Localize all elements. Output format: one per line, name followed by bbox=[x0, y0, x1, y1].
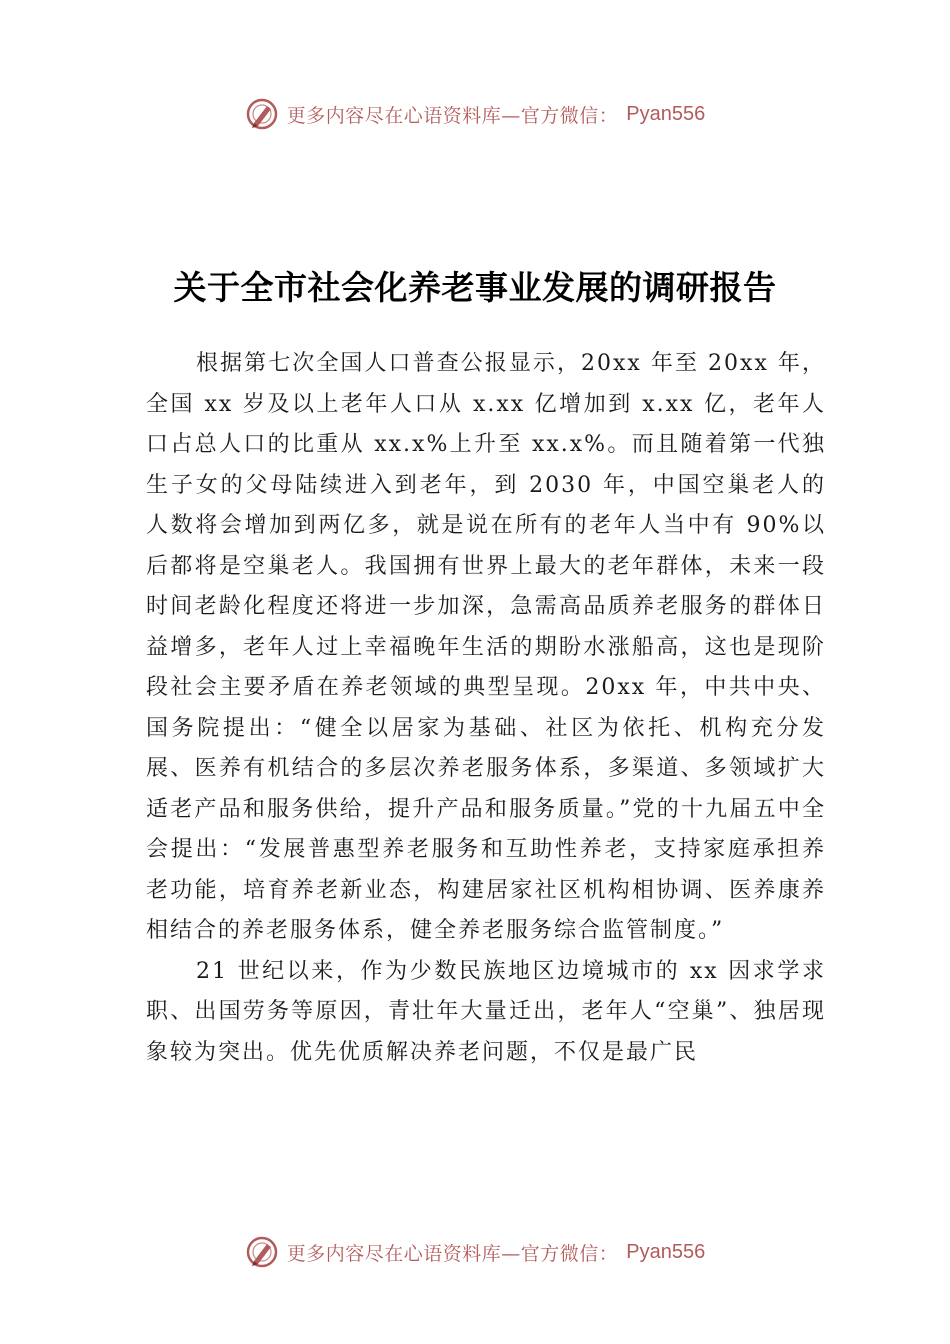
pen-seal-icon bbox=[245, 1235, 279, 1269]
pen-seal-icon bbox=[245, 97, 279, 131]
header-banner bbox=[0, 94, 950, 134]
wechat-id: Pyan556 bbox=[626, 102, 706, 125]
wechat-id: Pyan556 bbox=[626, 1240, 706, 1263]
document-body bbox=[146, 344, 826, 1073]
paragraph-1: 根据第七次全国人口普查公报显示，20xx 年至 20xx 年，全国 xx 岁及以上老年人口从 x.xx 亿增加到 x.xx 亿，老年人口占总人口的比重从 xx.x%上升至 xx.x%。而且随着第一代独生子女的父母陆续进入到老年，到 2030 年，中国空巢老人的人数将会增加到两亿多，就是说在所有的老年人当中有 90%以后都将是空巢老人。我国拥有世界上最大的老年群体，未来一段时间老龄化程度还将进一步加深，急需高品质养老服务的群体日益增多，老年人过上幸福晚年生活的期盼水涨船高，这也是现阶段社会主要矛盾在养老领域的典型呈现。20xx 年，中共中央、国务院提出：“健全以居家为基础、社区为依托、机构充分发展、医养有机结合的多层次养老服务体系，多渠道、多领域扩大适老产品和服务供给，提升产品和服务质量。”党的十九届五中全会提出：“发展普惠型养老服务和互助性养老，支持家庭承担养老功能，培育养老新业态，构建居家社区机构相协调、医养康养相结合的养老服务体系，健全养老服务综合监管制度。” bbox=[146, 351, 826, 943]
paragraph-2: 21 世纪以来，作为少数民族地区边境城市的 xx 因求学求职、出国劳务等原因，青壮年大量迁出，老年人“空巢”、独居现象较为突出。优先优质解决养老问题，不仅是最广民 bbox=[146, 958, 826, 1065]
banner-text: 更多内容尽在心语资料库—官方微信： bbox=[286, 1242, 619, 1265]
footer-banner bbox=[0, 1232, 950, 1272]
document-title: 关于全市社会化养老事业发展的调研报告 bbox=[173, 268, 777, 307]
banner-text: 更多内容尽在心语资料库—官方微信： bbox=[286, 104, 619, 127]
